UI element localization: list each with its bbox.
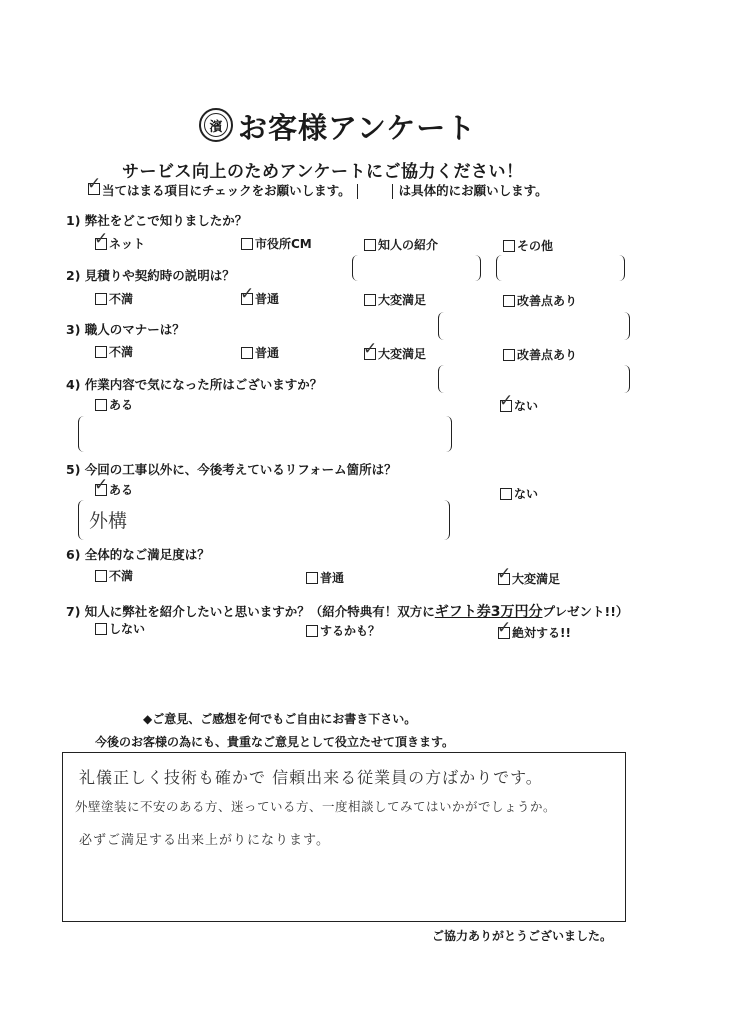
option-label: 大変満足 (512, 572, 561, 586)
checkbox-icon[interactable] (95, 399, 107, 411)
checkbox-icon[interactable] (503, 295, 515, 307)
comment-prompt-2: 今後のお客様の為にも、貴重なご意見として役立たせて頂きます。 (95, 735, 455, 749)
page-title: お客様アンケート (238, 111, 477, 145)
option-label: 普通 (320, 571, 345, 585)
option-label: 大変満足 (378, 347, 427, 361)
q5-handwritten-answer: 外構 (89, 510, 128, 532)
q3-option-improvement[interactable] (503, 346, 577, 363)
option-label: ある (109, 398, 134, 412)
option-label: 改善点あり (517, 348, 578, 362)
q3-option-normal[interactable] (241, 344, 279, 361)
checkbox-icon[interactable] (95, 623, 107, 635)
option-label: ネット (109, 237, 146, 251)
instruction-left: 当てはまる項目にチェックをお願いします。 (102, 183, 351, 198)
question-6: 6) 全体的なご満足度は？ (66, 547, 210, 562)
question-7-prefix: 7) 知人に弊社を紹介したいと思いますか？（紹介特典有！双方に (66, 604, 435, 619)
checkbox-icon[interactable]: ✓ (499, 390, 514, 411)
option-label: ある (109, 483, 134, 497)
checkbox-icon[interactable] (241, 238, 253, 250)
checkbox-icon[interactable] (95, 570, 107, 582)
q2-option-improvement[interactable] (503, 292, 577, 309)
q7-option-definitely[interactable] (497, 617, 571, 641)
q5-option-no[interactable] (500, 485, 538, 502)
q7-option-maybe[interactable] (306, 622, 380, 639)
q4-option-yes[interactable] (95, 396, 133, 413)
checkbox-icon[interactable] (364, 239, 376, 251)
checkbox-icon[interactable] (95, 293, 107, 305)
comment-prompt: ◆ご意見、ご感想を何でもご自由にお書き下さい。 (143, 712, 417, 726)
q6-option-dissatisfied[interactable] (95, 567, 133, 584)
q2-option-very-satisfied[interactable] (364, 291, 426, 308)
logo-mark: 濱 (204, 113, 228, 137)
q1-option-referral[interactable] (364, 236, 438, 253)
q3-option-very-satisfied[interactable] (363, 338, 427, 362)
q1-other-detail-field[interactable] (496, 255, 625, 281)
q6-option-very-satisfied[interactable] (497, 563, 561, 587)
comment-textarea[interactable] (62, 752, 626, 922)
option-label: 改善点あり (517, 294, 578, 308)
q5-option-yes[interactable] (94, 474, 134, 498)
instruction (87, 174, 548, 199)
checkbox-icon[interactable] (306, 572, 318, 584)
thanks-message: ご協力ありがとうございました。 (432, 929, 613, 943)
checkbox-icon[interactable]: ✓ (497, 617, 512, 638)
comment-line: 必ずご満足する出来上がりになります。 (79, 833, 330, 848)
page-subtitle: サービス向上のためアンケートにご協力ください！ (122, 162, 524, 182)
question-5: 5) 今回の工事以外に、今後考えているリフォーム箇所は？ (66, 462, 397, 477)
question-7 (66, 601, 628, 621)
question-2: 2) 見積りや契約時の説明は？ (66, 268, 235, 283)
checkbox-icon[interactable]: ✓ (94, 474, 109, 495)
option-label: 不満 (109, 345, 134, 359)
q6-option-normal[interactable] (306, 569, 344, 586)
checkbox-icon[interactable] (503, 349, 515, 361)
q1-referral-detail-field[interactable] (352, 255, 481, 281)
option-label: その他 (517, 239, 554, 253)
question-4: 4) 作業内容で気になった所はございますか？ (66, 377, 323, 392)
question-1: 1) 弊社をどこで知りましたか？ (66, 213, 248, 228)
option-label: ない (514, 399, 539, 413)
q4-option-no[interactable] (499, 390, 539, 414)
option-label: するかも？ (320, 624, 381, 638)
option-label: 知人の紹介 (378, 238, 439, 252)
q1-option-net[interactable] (94, 228, 146, 252)
checkbox-icon[interactable] (500, 488, 512, 500)
checkbox-icon[interactable]: ✓ (497, 563, 512, 584)
checkbox-icon[interactable] (503, 240, 515, 252)
q5-detail-field[interactable] (78, 500, 450, 540)
company-logo (199, 108, 233, 142)
q3-option-dissatisfied[interactable] (95, 343, 133, 360)
option-label: 大変満足 (378, 293, 427, 307)
q4-detail-field[interactable] (78, 416, 452, 452)
instruction-right: は具体的にお願いします。 (398, 183, 548, 198)
option-label: 不満 (109, 292, 134, 306)
option-label: 不満 (109, 569, 134, 583)
question-7-suffix: プレゼント!!） (542, 604, 629, 619)
checkbox-icon[interactable] (306, 625, 318, 637)
bracket-icon (357, 184, 393, 199)
q1-option-other[interactable] (503, 237, 553, 254)
gift-highlight: ギフト券3万円分 (434, 604, 543, 620)
option-label: 普通 (255, 346, 280, 360)
checkbox-icon[interactable] (364, 294, 376, 306)
q2-option-dissatisfied[interactable] (95, 290, 133, 307)
option-label: しない (109, 622, 146, 636)
q2-improvement-detail-field[interactable] (438, 312, 630, 340)
option-label: 市役所CM (255, 237, 312, 251)
comment-line: 外壁塗装に不安のある方、迷っている方、一度相談してみてはいかがでしょうか。 (75, 799, 557, 814)
q3-improvement-detail-field[interactable] (438, 365, 630, 393)
checkbox-icon[interactable] (95, 346, 107, 358)
checkbox-icon[interactable]: ✓ (240, 283, 255, 304)
instruction-checkbox-icon: ✓ (87, 174, 102, 194)
option-label: 普通 (255, 292, 280, 306)
q2-option-normal[interactable] (240, 283, 280, 307)
checkbox-icon[interactable]: ✓ (363, 338, 378, 359)
checkbox-icon[interactable] (241, 347, 253, 359)
option-label: ない (514, 487, 539, 501)
q1-option-cm[interactable] (241, 235, 312, 252)
q7-option-no[interactable] (95, 620, 145, 637)
checkbox-icon[interactable]: ✓ (94, 228, 109, 249)
option-label: 絶対する!! (512, 626, 571, 640)
question-3: 3) 職人のマナーは？ (66, 322, 185, 337)
comment-line: 礼儀正しく技術も確かで 信頼出来る従業員の方ばかりです。 (79, 768, 543, 787)
